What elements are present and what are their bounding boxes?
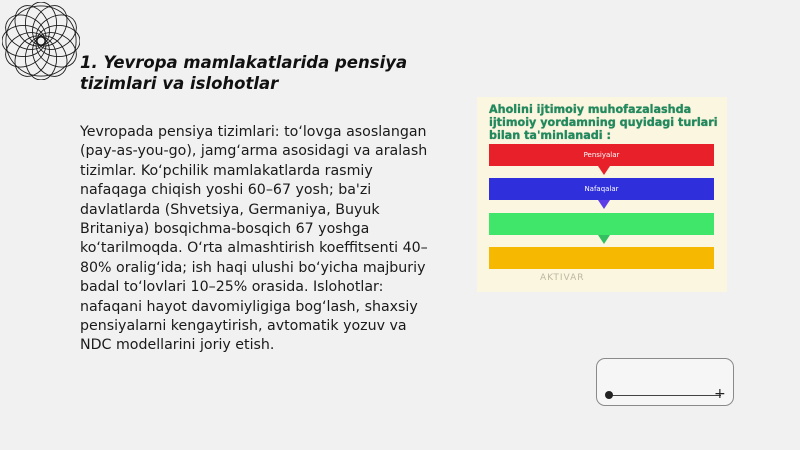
- media-player-control[interactable]: [596, 358, 734, 406]
- figure-bar-benefits: Nafaqalar: [489, 178, 714, 200]
- slide-title: 1. Yevropa mamlakatlarida pensiya tizimlari va islohotlar: [80, 53, 408, 93]
- arrow-down-icon: [598, 235, 610, 244]
- figure-bar-yellow: [489, 247, 714, 269]
- figure-watermark: AKTIVAR: [540, 273, 585, 283]
- figure-heading: Aholini ijtimoiy muhofazalashda ijtimoiy yordamning quyidagi turlari bilan ta'minlanadi :: [489, 103, 718, 142]
- arrow-down-icon: [598, 166, 610, 175]
- social-protection-figure: [477, 97, 727, 292]
- progress-track[interactable]: [609, 395, 721, 396]
- arrow-down-icon: [598, 200, 610, 209]
- figure-bar-green: [489, 213, 714, 235]
- figure-bar-pensions: Pensiyalar: [489, 144, 714, 166]
- slide-body-text: Yevropada pensiya tizimlari: to‘lovga asoslangan (pay-as-you-go), jamg‘arma asosidagi va aralash tizimlar. Ko‘pchilik mamlakatlarda rasmiy nafaqaga chiqish yoshi 60–67 yosh; ba'zi davlatlarda (Shvetsiya, Germaniya, Buyuk Britaniya) bosqichma-bosqich 67 yoshga ko‘tarilmoqda. O‘rta almashtirish koeffitsenti 40–80% oralig‘ida; ish haqi ulushi bo‘yicha majburiy badal to‘lovlari 10–25% orasida. Islohotlar: nafaqani hayot davomiyligiga bog‘lash, shaxsiy pensiyalarni kengaytirish, avtomatik yozuv va NDC modellarini joriy etish.: [80, 124, 428, 354]
- circular-knot-logo-icon: [2, 2, 80, 80]
- play-dot-icon[interactable]: [605, 391, 613, 399]
- plus-icon[interactable]: +: [714, 386, 726, 402]
